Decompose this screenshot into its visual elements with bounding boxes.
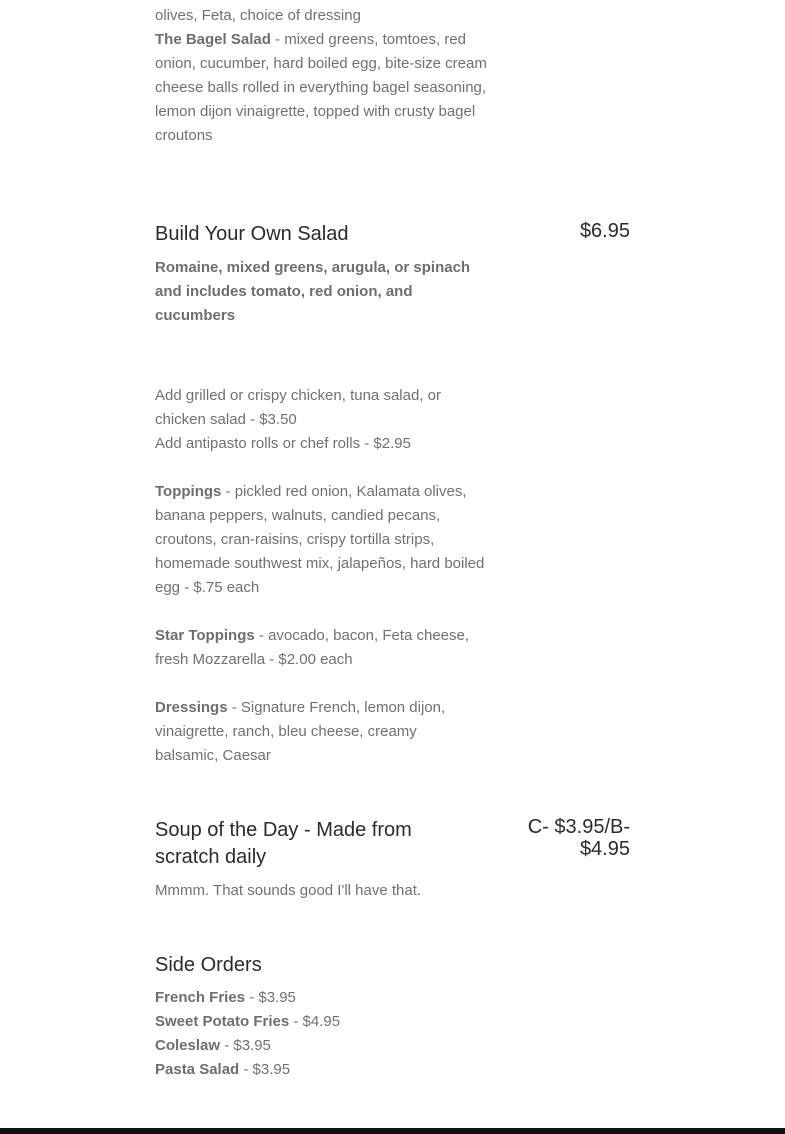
side-item-price: - $3.95 <box>245 989 296 1006</box>
star-toppings-label: Star Toppings <box>155 627 255 644</box>
list-item <box>155 1058 500 1082</box>
list-item <box>155 986 500 1010</box>
side-orders-title: Side Orders <box>155 954 262 976</box>
soup-title: Soup of the Day - Made from scratch daily <box>155 819 412 868</box>
side-item-price: - $4.95 <box>289 1013 341 1030</box>
dressings-label: Dressings <box>155 699 228 716</box>
build-your-own-base: Romaine, mixed greens, arugula, or spinach and includes tomato, red onion, and cucumbers <box>155 259 471 324</box>
dressings-list <box>155 696 475 768</box>
bagel-salad-name: The Bagel Salad <box>155 31 271 48</box>
side-item-price: - $3.95 <box>220 1037 271 1054</box>
toppings-label: Toppings <box>155 483 222 500</box>
star-toppings-list <box>155 624 500 672</box>
build-your-own-price: $6.95 <box>579 220 630 242</box>
star-toppings-text: - avocado, bacon, Feta cheese, fresh Mozzarella - $2.00 each <box>155 627 470 668</box>
add-rolls-option: Add antipasto rolls or chef rolls - $2.95 <box>155 435 411 452</box>
toppings-text: - pickled red onion, Kalamata olives, banana peppers, walnuts, candied pecans, croutons, cran-raisins, crispy tortilla strips, homemade southwest mix, jalapeños, hard boiled egg - $.75 each <box>155 483 485 596</box>
side-item-name: Pasta Salad <box>155 1061 240 1078</box>
list-item <box>155 1010 500 1034</box>
side-orders-list <box>155 986 500 1082</box>
add-protein-option: Add grilled or crispy chicken, tuna salad, or chicken salad - $3.50 <box>155 387 441 428</box>
dressings-text: - Signature French, lemon dijon, vinaigrette, ranch, bleu cheese, creamy balsamic, Caesar <box>155 699 446 764</box>
side-item-name: Sweet Potato Fries <box>155 1013 290 1030</box>
side-item-name: French Fries <box>155 989 246 1006</box>
soup-description: Mmmm. That sounds good I'll have that. <box>155 882 422 899</box>
soup-price: C- $3.95/B- $4.95 <box>527 816 630 860</box>
greek-salad-description-tail: olives, Feta, choice of dressing <box>155 7 361 24</box>
side-item-name: Coleslaw <box>155 1037 221 1054</box>
toppings-list <box>155 480 500 600</box>
bagel-salad-item <box>155 28 500 148</box>
side-item-price: - $3.95 <box>239 1061 291 1078</box>
list-item <box>155 1034 500 1058</box>
bagel-salad-description: - mixed greens, tomtoes, red onion, cucumber, hard boiled egg, bite-size cream cheese balls rolled in everything bagel seasoning, lemon dijon vinaigrette, topped with crusty bagel croutons <box>155 31 487 144</box>
build-your-own-title: Build Your Own Salad <box>155 223 349 245</box>
footer-bar <box>0 1128 785 1134</box>
